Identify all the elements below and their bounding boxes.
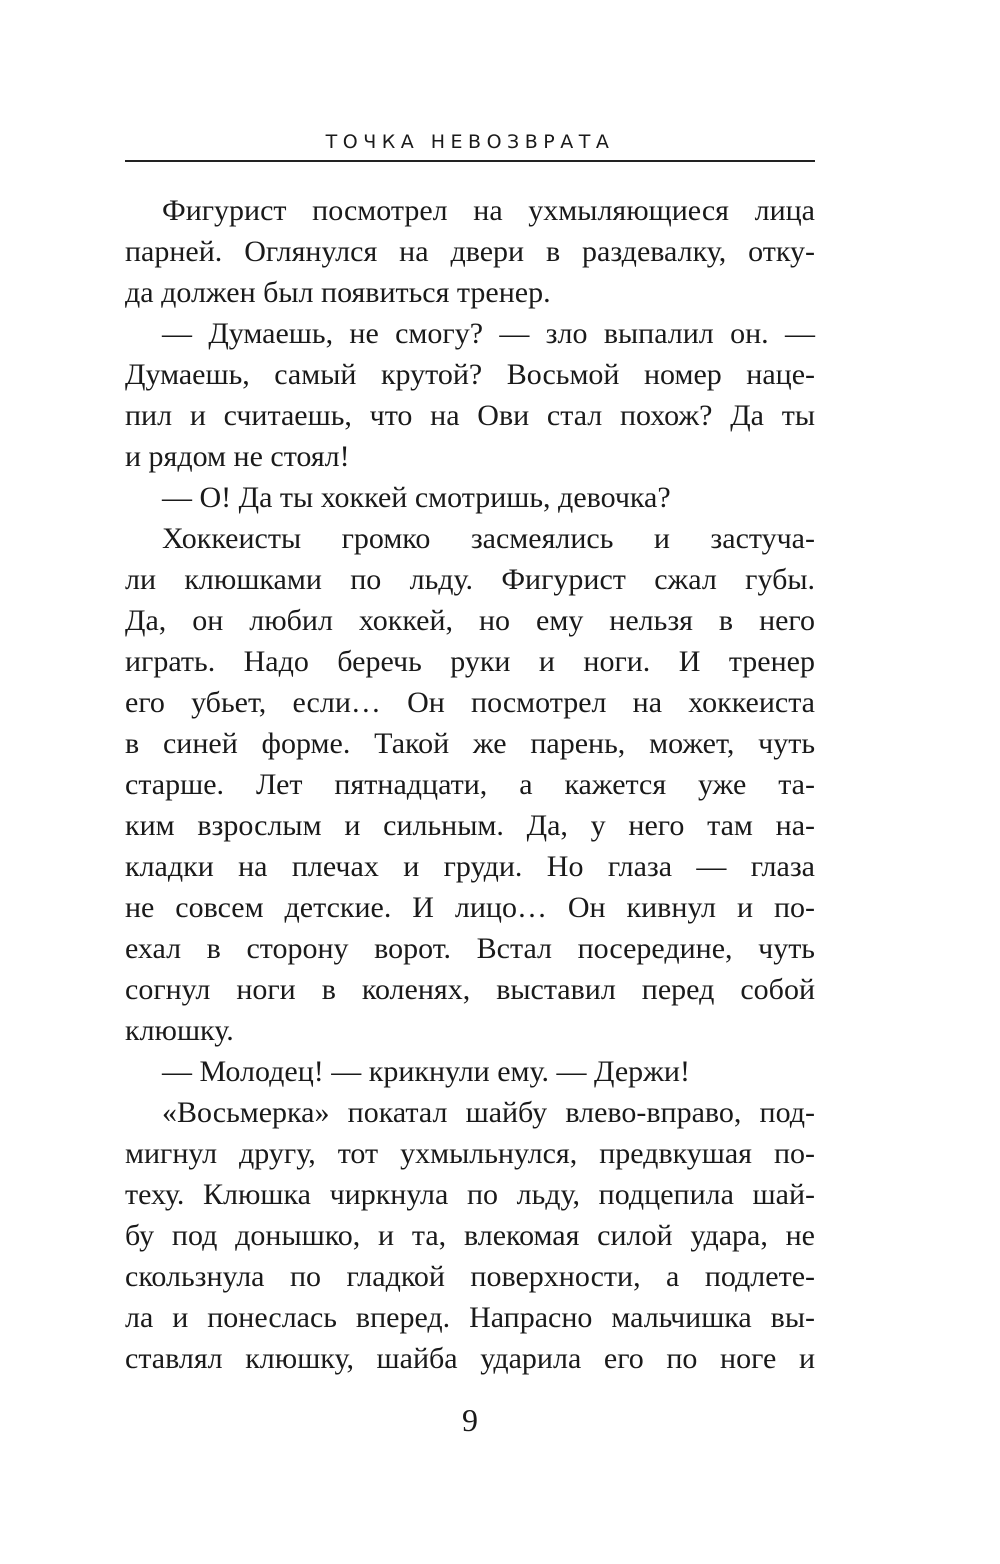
text-line: да должен был появиться тренер. <box>125 276 551 309</box>
text-line: ким взрослым и сильным. Да, у него там на- <box>125 809 815 842</box>
text-line: в синей форме. Такой же парень, может, чуть <box>125 727 815 760</box>
text-line: парней. Оглянулся на двери в раздевалку, отку- <box>125 235 815 268</box>
running-head-title: ТОЧКА НЕВОЗВРАТА <box>325 131 615 153</box>
body-text <box>125 190 815 1379</box>
text-line: скользнула по гладкой поверхности, а подлете- <box>125 1260 815 1293</box>
text-line: пил и считаешь, что на Ови стал похож? Да ты <box>125 399 815 432</box>
text-line: ехал в сторону ворот. Встал посередине, чуть <box>125 932 815 965</box>
text-line: ли клюшками по льду. Фигурист сжал губы. <box>125 563 815 596</box>
page-number: 9 <box>462 1402 478 1438</box>
text-line: и рядом не стоял! <box>125 440 350 473</box>
text-line: кладки на плечах и груди. Но глаза — глаза <box>125 850 815 883</box>
text-line: согнул ноги в коленях, выставил перед собой <box>125 973 815 1006</box>
text-line: теху. Клюшка чиркнула по льду, подцепила шай- <box>125 1178 815 1211</box>
text-line: клюшку. <box>125 1014 234 1047</box>
text-line: — Думаешь, не смогу? — зло выпалил он. — <box>162 317 815 350</box>
text-line: его убьет, если… Он посмотрел на хоккеиста <box>125 686 815 719</box>
text-line: Хоккеисты громко засмеялись и застуча- <box>162 522 815 555</box>
text-line: Думаешь, самый крутой? Восьмой номер наце- <box>125 358 815 391</box>
text-line: старше. Лет пятнадцати, а кажется уже та- <box>125 768 815 801</box>
text-line: Да, он любил хоккей, но ему нельзя в него <box>125 604 815 637</box>
text-line: ла и понеслась вперед. Напрасно мальчишка вы- <box>125 1301 815 1334</box>
text-line: играть. Надо беречь руки и ноги. И тренер <box>125 645 815 678</box>
text-line: — О! Да ты хоккей смотришь, девочка? <box>162 481 671 514</box>
text-line: — Молодец! — крикнули ему. — Держи! <box>162 1055 690 1088</box>
text-line: мигнул другу, тот ухмыльнулся, предвкушая по- <box>125 1137 815 1170</box>
text-line: Фигурист посмотрел на ухмыляющиеся лица <box>162 194 815 227</box>
text-line: бу под донышко, и та, влекомая силой удара, не <box>125 1219 815 1252</box>
text-line: не совсем детские. И лицо… Он кивнул и по- <box>125 891 815 924</box>
text-line: ставлял клюшку, шайба ударила его по ноге и <box>125 1342 815 1375</box>
header-rule <box>125 160 815 162</box>
text-line: «Восьмерка» покатал шайбу влево-вправо, под- <box>162 1096 815 1129</box>
